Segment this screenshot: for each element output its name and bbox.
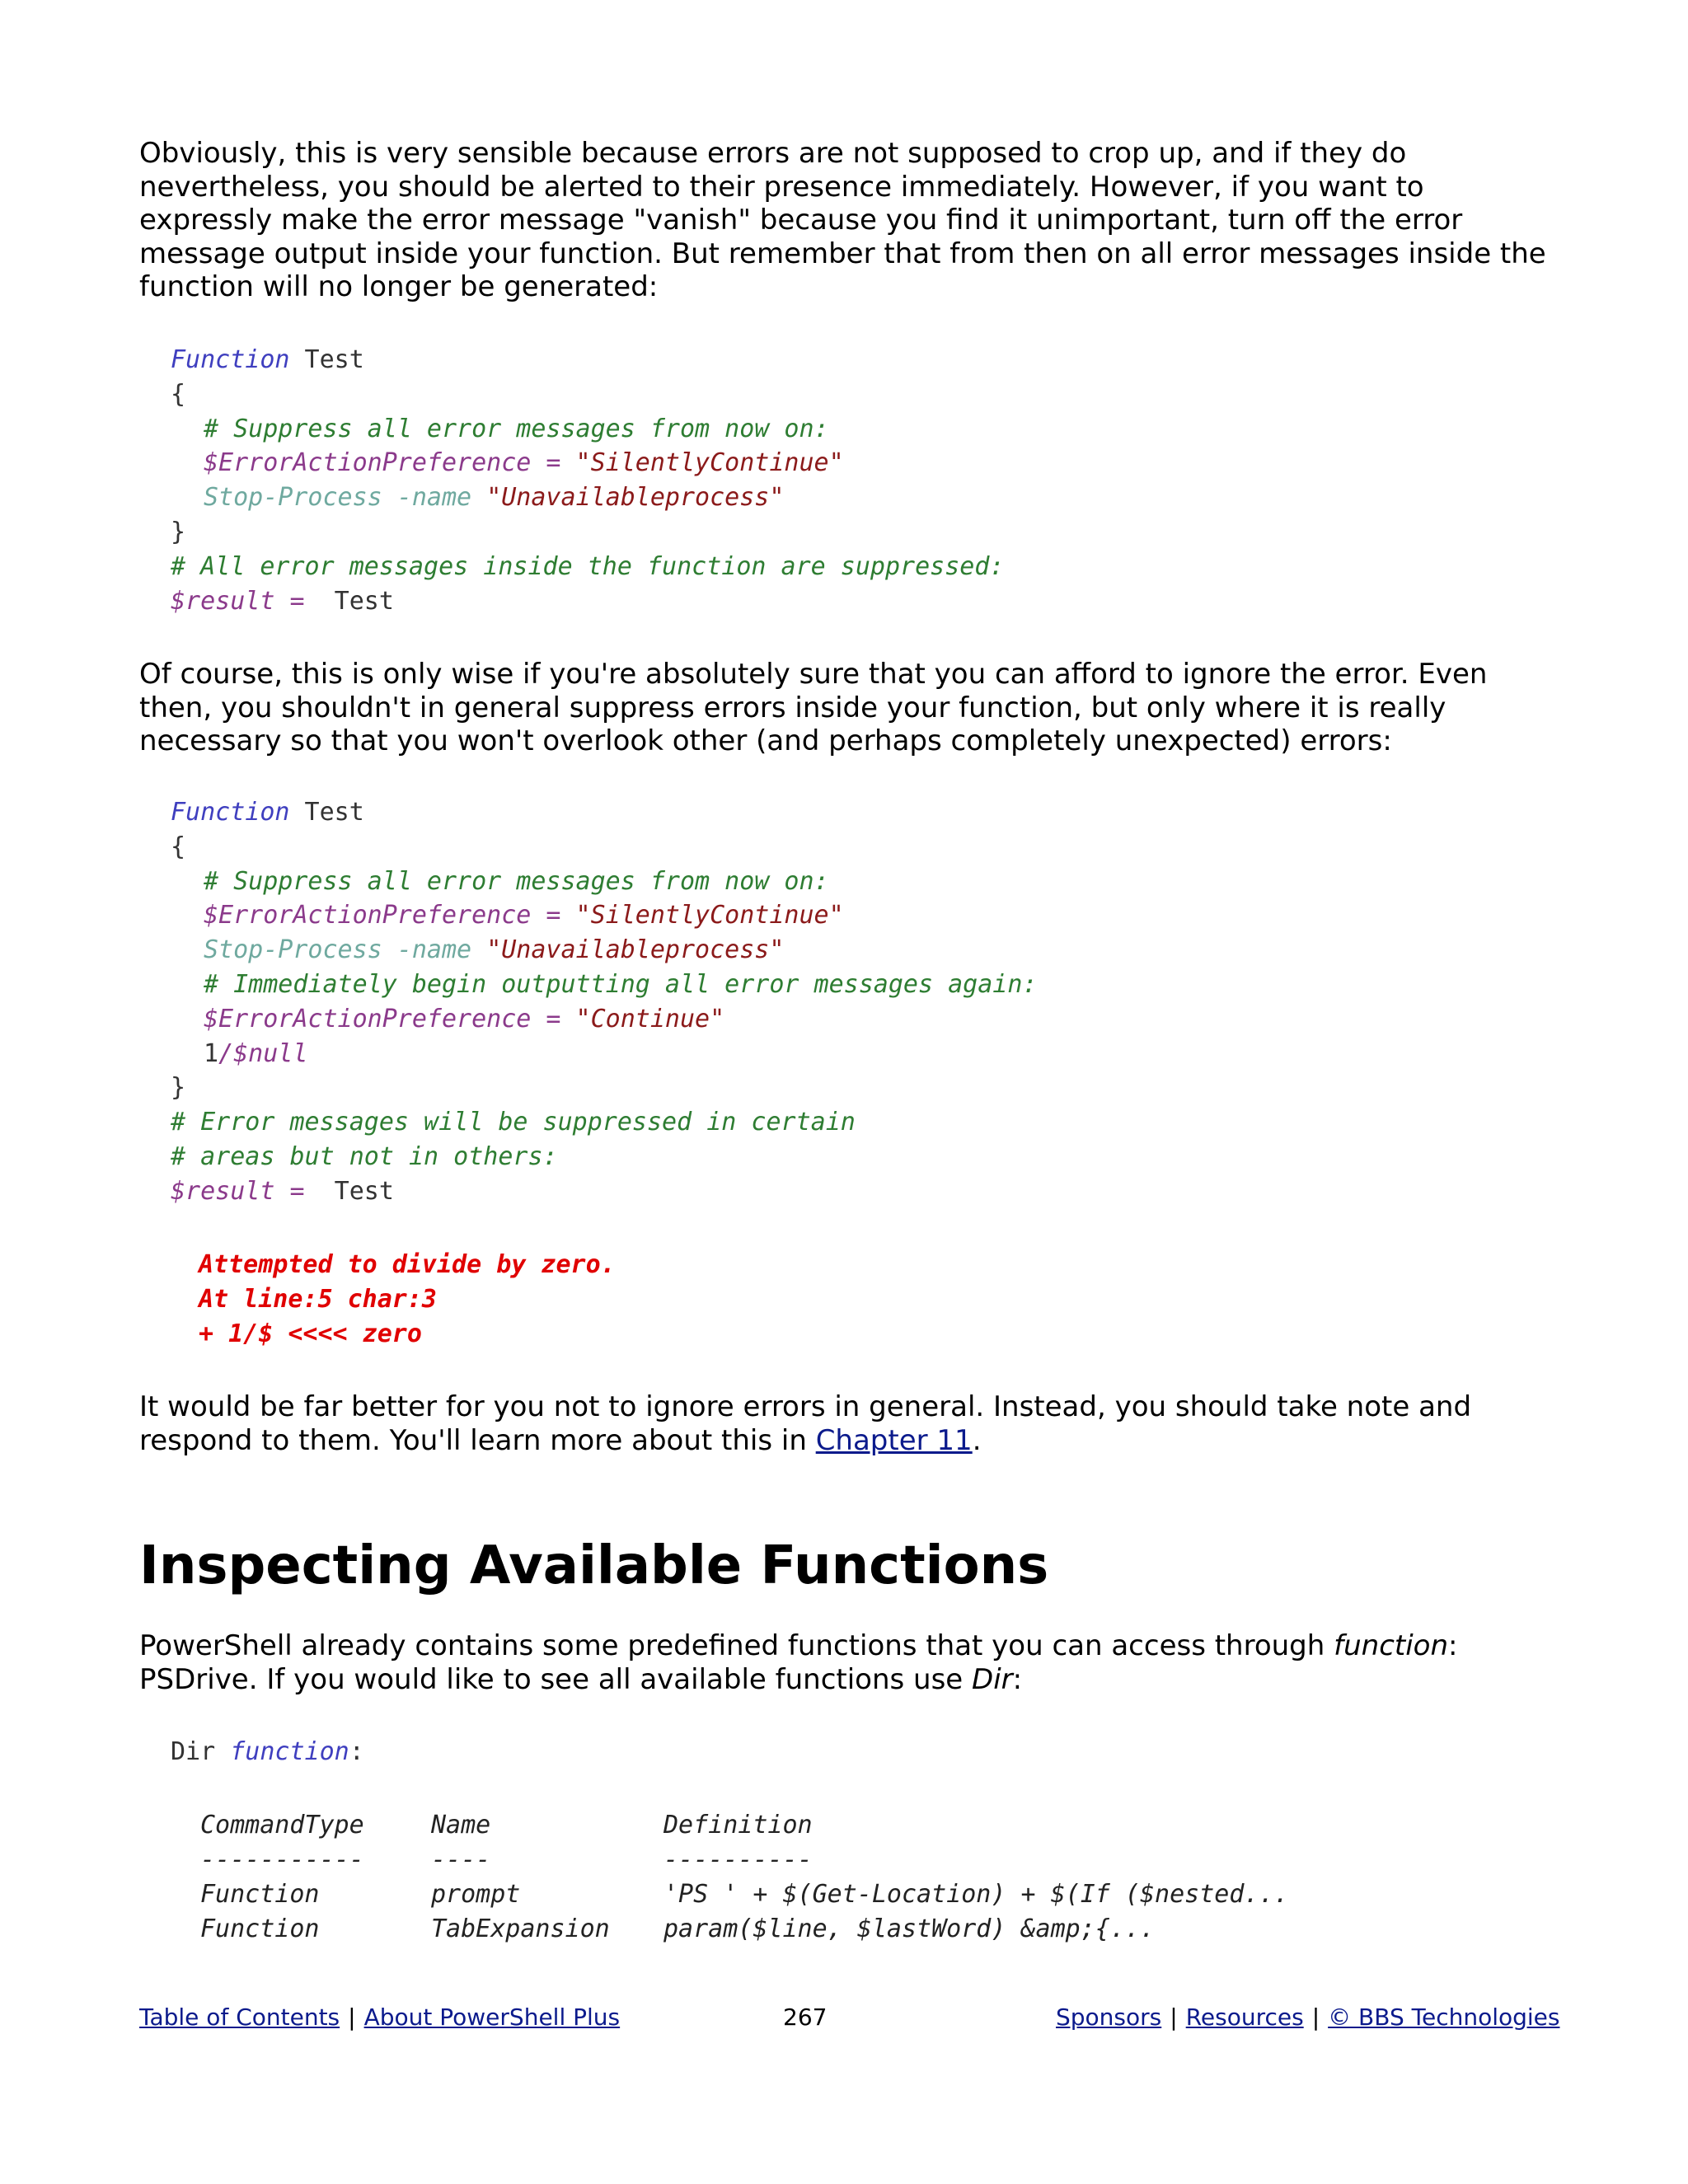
caution-paragraph: Of course, this is only wise if you're absolutely sure that you can afford to ignore the error. Even then, you shouldn't in general suppress errors inside your function, but only where it is really necessary so that you won't overlook other (and perhaps completely unexpected) errors:: [139, 658, 1488, 757]
table-header-name: Name: [431, 1811, 491, 1840]
advice-paragraph: It would be far better for you not to ignore errors in general. Instead, you should take note and respond to them. You'll learn more about this in Chapter 11.: [139, 1390, 1472, 1457]
keyword: Function: [171, 345, 290, 374]
page-number: 267: [783, 2004, 828, 2031]
table-cell: 'PS ' + $(Get-Location) + $(If ($nested...: [663, 1880, 1289, 1909]
functions-paragraph: PowerShell already contains some predefined functions that you can access through function: PSDrive. If you would like to see all available functions use Dir:: [139, 1629, 1458, 1696]
table-cell: Function: [200, 1880, 320, 1909]
table-cell: Function: [200, 1915, 320, 1943]
table-underline: ----: [431, 1845, 491, 1874]
code-block-suppress: Function Test { # Suppress all error messages from now on: $ErrorActionPreference = "SilentlyContinue" Stop-Process -name "Unavailableprocess" } # All error messages inside the function are suppressed: $result = Test: [171, 345, 1005, 616]
intro-paragraph: Obviously, this is very sensible because errors are not supposed to crop up, and if they do nevertheless, you should be alerted to their presence immediately. However, if you want to expressly make the error message "vanish" because you find it unimportant, turn off the error message output inside your function. But remember that from then on all error messages inside the function will no longer be generated:: [139, 137, 1546, 303]
resources-link[interactable]: Resources: [1185, 2004, 1304, 2031]
footer-left: Table of Contents | About PowerShell Plus: [139, 2004, 621, 2031]
code-block-dir: Dir function:: [171, 1737, 364, 1766]
code-block-selective: Function Test { # Suppress all error messages from now on: $ErrorActionPreference = "SilentlyContinue" Stop-Process -name "Unavailableprocess" # Immediately begin outputting all error messages again: $ErrorActionPreference = "Continue" 1/$null } # Error messages will be suppressed in certain # areas but not in others: $result = Test: [171, 798, 1038, 1206]
table-cell: prompt: [431, 1880, 521, 1909]
code-comment: # All error messages inside the function are suppressed:: [171, 551, 1005, 581]
table-underline: -----------: [200, 1845, 364, 1874]
error-output: Attempted to divide by zero. At line:5 char:3 + 1/$ <<<< zero: [199, 1250, 616, 1348]
table-cell: param($line, $lastWord) &amp;{...: [663, 1915, 1156, 1943]
chapter-11-link[interactable]: Chapter 11: [815, 1423, 973, 1457]
about-powershell-plus-link[interactable]: About PowerShell Plus: [363, 2004, 621, 2031]
sponsors-link[interactable]: Sponsors: [1056, 2004, 1162, 2031]
table-header-commandtype: CommandType: [200, 1811, 364, 1840]
section-heading: Inspecting Available Functions: [139, 1535, 1049, 1596]
table-cell: TabExpansion: [431, 1915, 610, 1943]
code-comment: # Suppress all error messages from now on:: [204, 414, 829, 443]
table-underline: ----------: [663, 1845, 813, 1874]
bbs-technologies-link[interactable]: © BBS Technologies: [1328, 2004, 1560, 2031]
footer-right: Sponsors | Resources | © BBS Technologies: [1056, 2004, 1560, 2031]
table-header-definition: Definition: [663, 1811, 813, 1840]
table-of-contents-link[interactable]: Table of Contents: [139, 2004, 340, 2031]
